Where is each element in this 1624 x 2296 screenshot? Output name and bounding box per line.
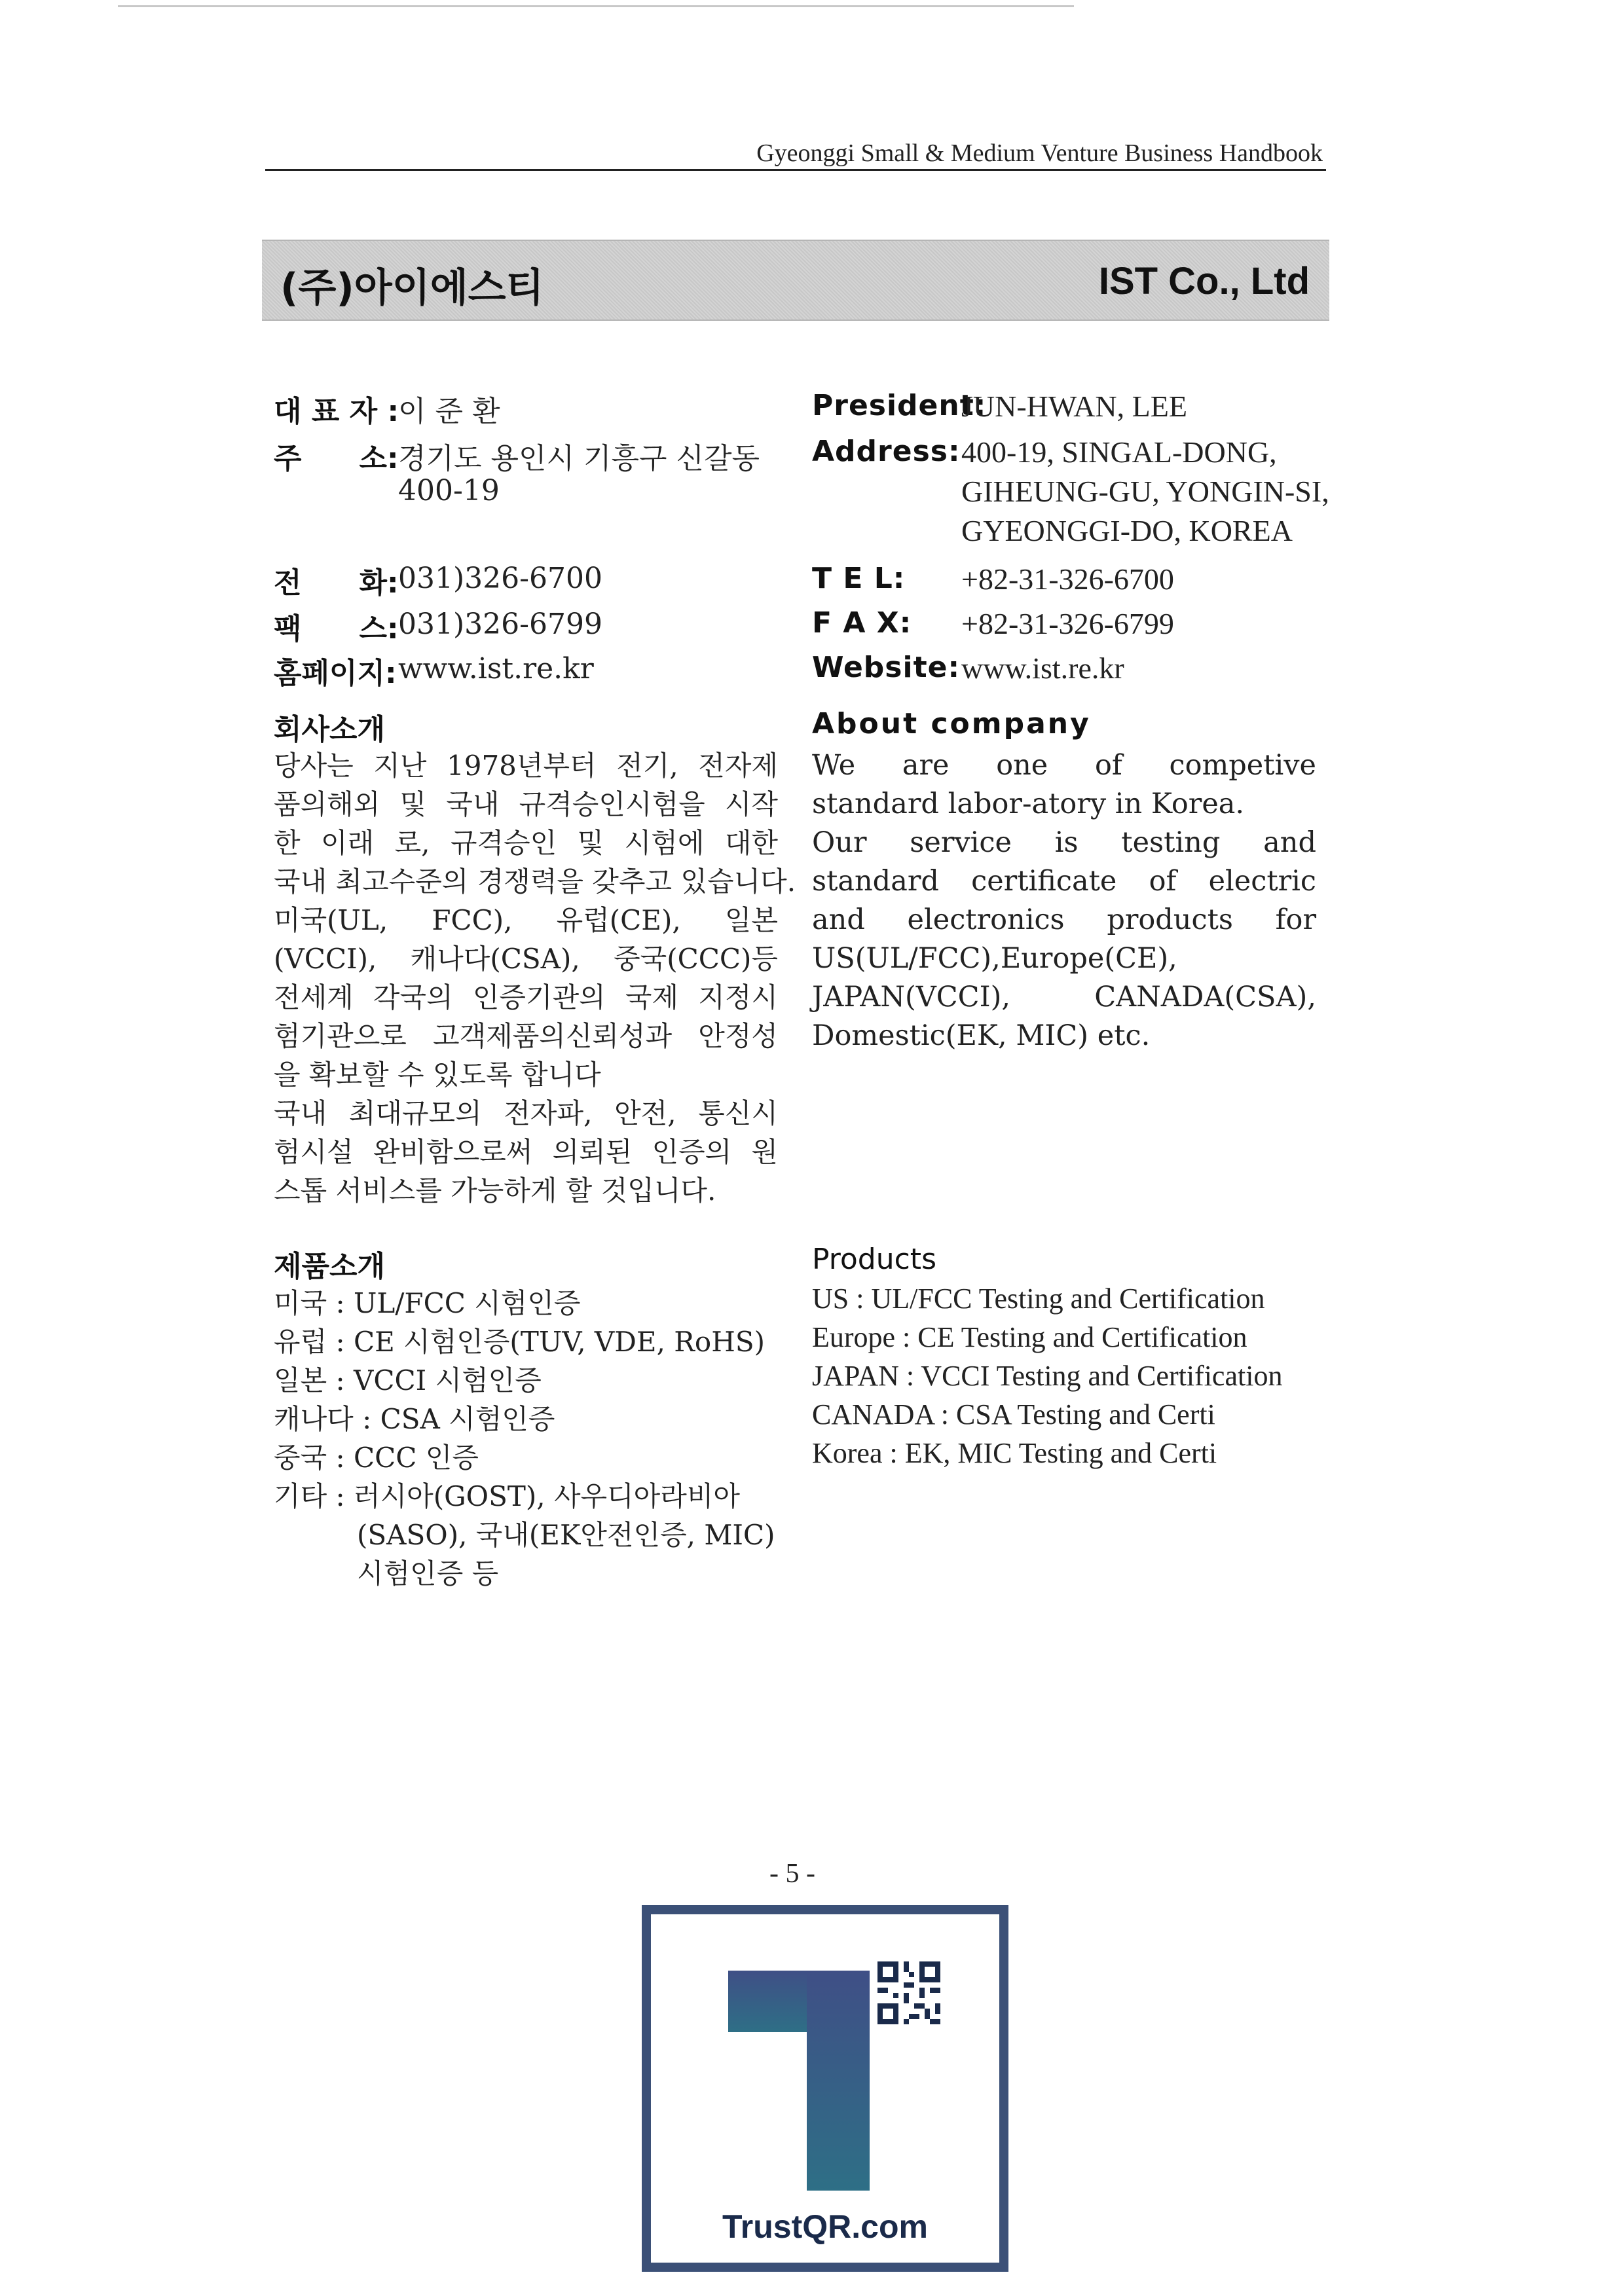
web-label-ko: 홈페이지:: [274, 657, 397, 690]
about-line-ko: 전세계 각국의 인증기관의 국제 지정시: [274, 981, 778, 1013]
tel-label-en: T E L:: [812, 562, 906, 595]
fax-label-ko: 팩 스:: [274, 612, 399, 646]
product-item-en: CANADA : CSA Testing and Certi: [812, 1398, 1215, 1430]
address-label-ko: 주 소:: [274, 442, 399, 475]
about-line-ko: (VCCI), 캐나다(CSA), 중국(CCC)등: [274, 943, 778, 975]
address-line1-en: 400-19, SINGAL-DONG,: [961, 435, 1277, 469]
company-name-en: IST Co., Ltd: [1098, 260, 1310, 302]
address-line3-en: GYEONGGI-DO, KOREA: [961, 514, 1293, 547]
about-line-ko: 스톱 서비스를 가능하게 할 것입니다.: [274, 1175, 716, 1207]
product-item-ko: 일본 : VCCI 시험인증: [274, 1364, 542, 1396]
about-line-ko: 국내 최고수준의 경쟁력을 갖추고 있습니다.: [274, 866, 796, 898]
about-line-ko: 을 확보할 수 있도록 합니다: [274, 1059, 601, 1091]
running-header: Gyeonggi Small & Medium Venture Business Handbook: [756, 139, 1323, 167]
product-item-ko: 유럽 : CE 시험인증(TUV, VDE, RoHS): [274, 1326, 765, 1358]
product-item-ko: 중국 : CCC 인증: [274, 1442, 479, 1474]
about-line-en: Domestic(EK, MIC) etc.: [812, 1019, 1151, 1052]
about-paragraph-ko: [274, 746, 796, 1210]
address-line2-en: GIHEUNG-GU, YONGIN-SI,: [961, 475, 1329, 508]
about-line-ko: 험시설 완비함으로써 의뢰된 인증의 원: [274, 1136, 778, 1168]
about-line-en: standard certificate of electric: [812, 865, 1316, 898]
about-line-en: standard labor-atory in Korea.: [812, 788, 1245, 820]
products-heading-en: Products: [812, 1243, 936, 1276]
fax-label-en: F A X:: [812, 606, 912, 640]
president-label-en: President:: [812, 389, 987, 422]
tel-value-en: +82-31-326-6700: [961, 562, 1174, 596]
product-item-en: Europe : CE Testing and Certification: [812, 1321, 1247, 1353]
about-line-ko: 험기관으로 고객제품의신뢰성과 안정성: [274, 1020, 778, 1052]
top-scan-rule: [118, 5, 1074, 7]
about-line-ko: 당사는 지난 1978년부터 전기, 전자제: [274, 750, 778, 782]
about-line-ko: 미국(UL, FCC), 유럽(CE), 일본: [274, 904, 778, 936]
fax-value-en: +82-31-326-6799: [961, 607, 1174, 640]
header-rule: [265, 169, 1326, 171]
web-value-ko[interactable]: www.ist.re.kr: [398, 652, 594, 685]
web-value-en[interactable]: www.ist.re.kr: [961, 651, 1124, 685]
about-line-ko: 국내 최대규모의 전자파, 안전, 통신시: [274, 1097, 778, 1129]
product-item-ko: 미국 : UL/FCC 시험인증: [274, 1287, 581, 1319]
page-number: - 5 -: [769, 1859, 815, 1889]
address-label-en: Address:: [812, 435, 961, 468]
product-item-ko: 시험인증 등: [357, 1558, 499, 1590]
company-banner: [262, 240, 1329, 321]
product-item-en: JAPAN : VCCI Testing and Certification: [812, 1360, 1283, 1392]
about-paragraph-en: [812, 746, 1316, 1055]
product-item-en: US : UL/FCC Testing and Certification: [812, 1283, 1265, 1315]
tel-label-ko: 전 화:: [274, 566, 399, 600]
product-item-ko: (SASO), 국내(EK안전인증, MIC): [357, 1519, 775, 1551]
company-name-ko: (주)아이에스티: [280, 265, 544, 311]
trustqr-brand-text: TrustQR.com: [722, 2208, 928, 2245]
about-line-en: US(UL/FCC),Europe(CE),: [812, 942, 1177, 975]
about-heading-ko: 회사소개: [274, 713, 386, 746]
president-label-ko: 대 표 자 :: [274, 395, 399, 428]
product-item-ko: 캐나다 : CSA 시험인증: [274, 1403, 555, 1435]
fax-value-ko: 031)326-6799: [398, 608, 602, 641]
qr-code-icon: [877, 1961, 940, 2024]
trustqr-stamp[interactable]: [642, 1905, 1008, 2272]
about-heading-en: About company: [812, 707, 1091, 740]
tel-value-ko: 031)326-6700: [398, 562, 602, 595]
product-item-ko: 기타 : 러시아(GOST), 사우디아라비아: [274, 1480, 740, 1512]
product-item-en: Korea : EK, MIC Testing and Certi: [812, 1437, 1217, 1469]
web-label-en: Website:: [812, 651, 961, 684]
about-line-en: Our service is testing and: [812, 826, 1316, 859]
about-line-en: We are one of competive: [812, 749, 1316, 782]
about-line-ko: 한 이래 로, 규격승인 및 시험에 대한: [274, 827, 778, 859]
products-heading-ko: 제품소개: [274, 1250, 386, 1283]
about-line-en: JAPAN(VCCI), CANADA(CSA),: [812, 981, 1316, 1013]
address-line2-ko: 400-19: [398, 474, 500, 507]
president-value-ko: 이 준 환: [398, 395, 500, 428]
president-value-en: JUN-HWAN, LEE: [961, 390, 1187, 423]
about-line-en: and electronics products for: [812, 903, 1316, 936]
about-line-ko: 품의해외 및 국내 규격승인시험을 시작: [274, 788, 778, 820]
address-line1-ko: 경기도 용인시 기흥구 신갈동: [398, 442, 760, 475]
